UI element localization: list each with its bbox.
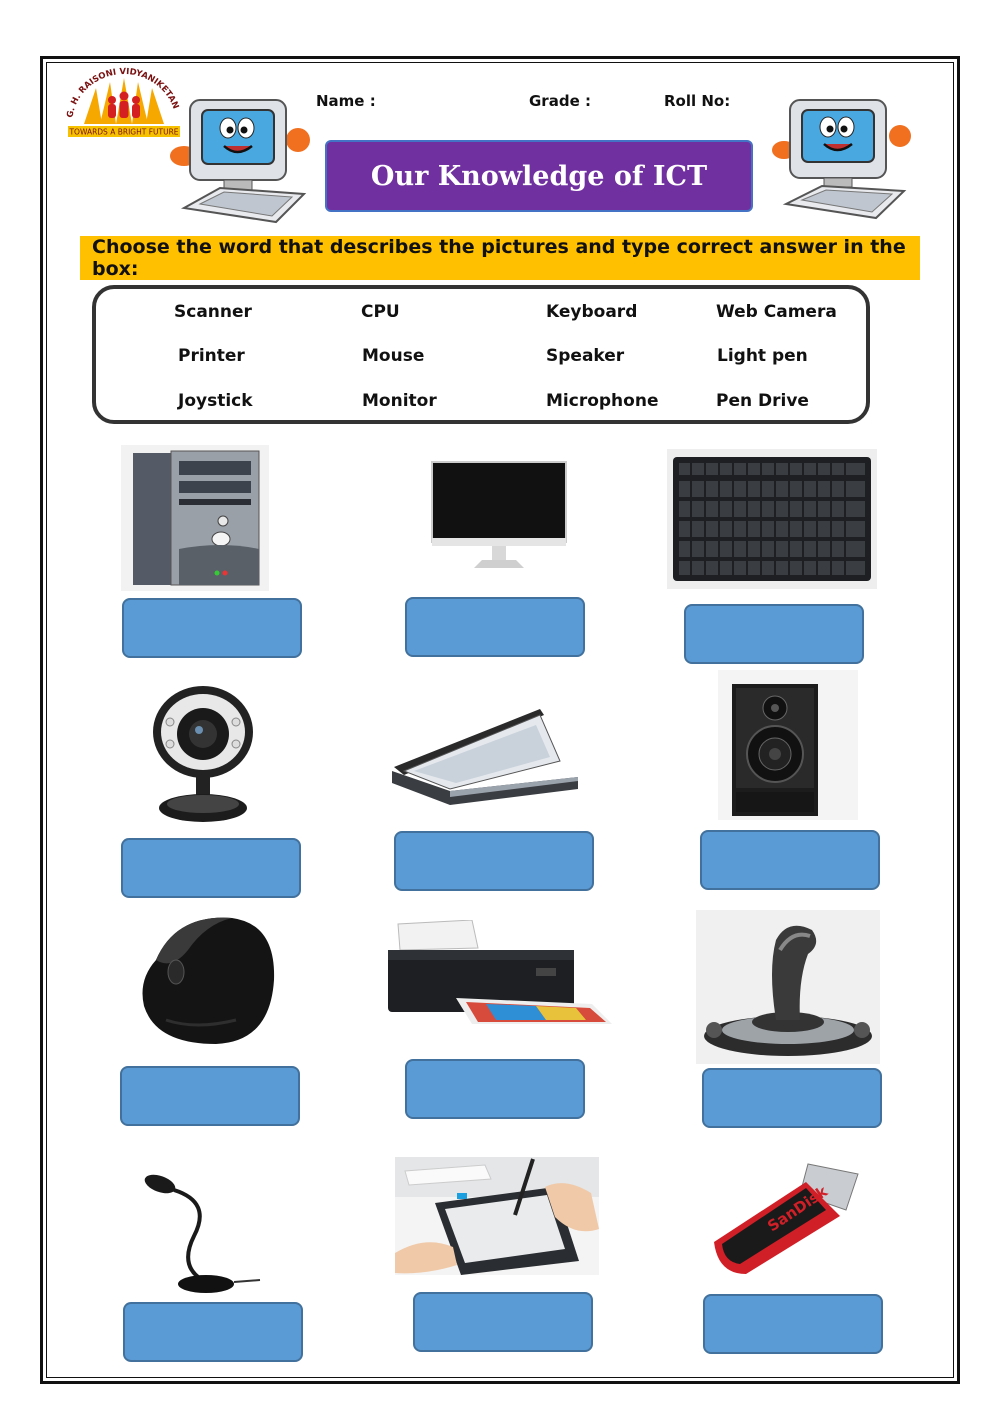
pen-drive-brand: SanDisk [764,1182,831,1236]
word-bank-item: Monitor [362,391,437,411]
answer-box-2[interactable] [405,597,585,657]
instruction-text: Choose the word that describes the pictures and type correct answer in the box: [92,236,906,280]
word-bank-item: Mouse [362,346,425,366]
answer-box-11[interactable] [413,1292,593,1352]
name-label: Name : [316,92,376,110]
computer-mascot-right [766,96,916,220]
word-bank-item: Web Camera [716,302,837,322]
answer-box-12[interactable] [703,1294,883,1354]
school-name: G. H. RAISONI VIDYANIKETAN [65,66,181,119]
word-bank-item: Speaker [546,346,625,366]
cpu-tower-icon [121,445,269,591]
title-banner [325,140,753,212]
page-title: Our Knowledge of ICT [370,160,708,192]
speaker-icon [718,670,858,820]
keyboard-icon [667,449,877,589]
word-bank-item: Pen Drive [716,391,809,411]
word-bank-item: Printer [178,346,245,366]
answer-box-9[interactable] [702,1068,882,1128]
grade-label: Grade : [529,92,591,110]
answer-box-6[interactable] [700,830,880,890]
pen-drive-icon [710,1158,860,1280]
scanner-icon [390,705,582,807]
word-bank-item: Light pen [717,346,808,366]
word-bank-item: CPU [361,302,400,322]
printer-icon [386,920,614,1032]
monitor-icon [430,440,568,580]
answer-box-1[interactable] [122,598,302,658]
school-tagline: TOWARDS A BRIGHT FUTURE [69,127,179,137]
word-bank-item: Keyboard [546,302,638,322]
web-camera-icon [148,680,258,828]
joystick-icon [696,910,880,1064]
light-pen-icon [395,1157,599,1275]
computer-mascot-left [160,96,320,226]
answer-box-4[interactable] [121,838,301,898]
instruction-banner [80,236,920,280]
microphone-icon [142,1172,262,1296]
roll-no-label: Roll No: [664,92,731,110]
answer-box-3[interactable] [684,604,864,664]
word-bank-item: Scanner [174,302,252,322]
answer-box-10[interactable] [123,1302,303,1362]
answer-box-8[interactable] [405,1059,585,1119]
answer-box-5[interactable] [394,831,594,891]
mouse-icon [136,910,280,1050]
word-bank-item: Microphone [546,391,659,411]
answer-box-7[interactable] [120,1066,300,1126]
word-bank-item: Joystick [178,391,253,411]
